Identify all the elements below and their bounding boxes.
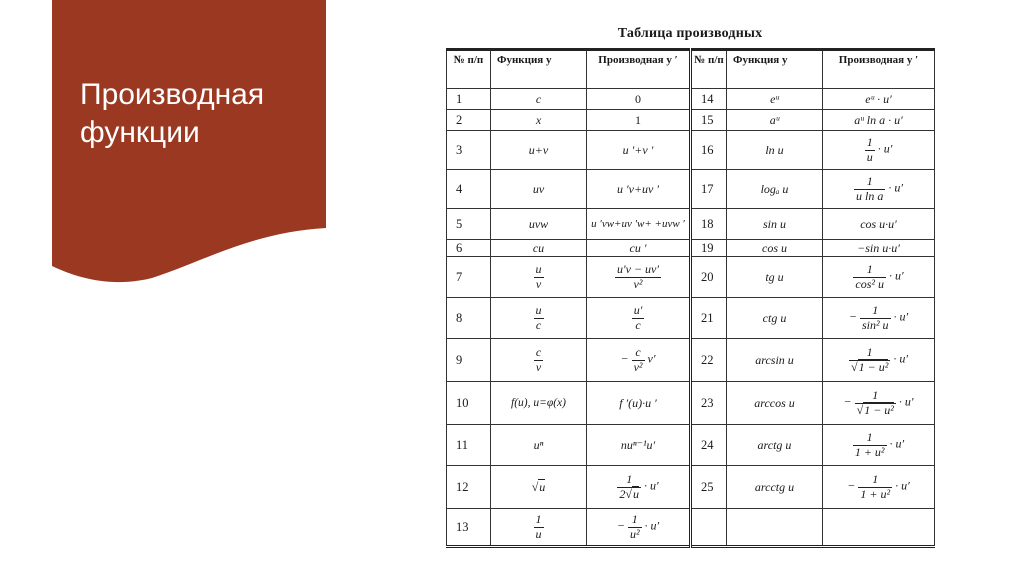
fraction: $\frac{1}{\text{1 + u²}}$ (860, 472, 891, 501)
fraction: $\frac{1}{u}$ (866, 135, 873, 164)
row-number-2: 18 (691, 209, 727, 240)
derivative-cell: u ′v+uv ′ (587, 170, 691, 209)
row-number: 11 (447, 425, 491, 466)
fraction: $\frac{u'}{c}$ (633, 303, 643, 332)
fraction: $\frac{1}{\text{u²}}$ (629, 512, 640, 541)
derivative-cell-2: aᵘ ln a · u′ (823, 110, 935, 131)
derivatives-table (446, 48, 935, 548)
derivative-cell (587, 298, 691, 339)
row-number: 3 (447, 131, 491, 170)
row-number: 9 (447, 339, 491, 382)
fraction: $\frac{1}{\text{u ln a}}$ (856, 174, 884, 203)
table-row (447, 257, 935, 298)
row-number-2: 20 (691, 257, 727, 298)
derivative-cell: − $\frac{c}{\text{v²}}$ v′ (587, 339, 691, 382)
table-row (447, 110, 935, 131)
function-cell-2: arcsin u (727, 339, 823, 382)
derivative-cell: u ′+v ′ (587, 131, 691, 170)
slide-title: Производная функции (80, 78, 265, 149)
table-row (447, 425, 935, 466)
fraction: $\frac{c}{v}$ (535, 345, 542, 374)
function-cell-2: sin u (727, 209, 823, 240)
function-cell-2: arctg u (727, 425, 823, 466)
derivative-cell-2: $\frac{1}{\text{u ln a}}$ · u′ (823, 170, 935, 209)
row-number: 13 (447, 509, 491, 547)
fraction: $\frac{u'v - uv'}{\text{v²}}$ (617, 262, 659, 291)
row-number-2: 22 (691, 339, 727, 382)
header-num-2: № п/п (691, 50, 727, 89)
header-derivative: Производная y ′ (587, 50, 691, 89)
row-number-2: 21 (691, 298, 727, 339)
fraction: $\frac{1}{2√u}$ (619, 472, 639, 501)
function-cell-2: ln u (727, 131, 823, 170)
header-function-2: Функция y (727, 50, 823, 89)
function-cell (491, 339, 587, 382)
fraction: $\frac{1}{\text{√1 − u²}}$ (851, 345, 889, 374)
function-cell-2: arccos u (727, 382, 823, 425)
function-cell-2: tg u (727, 257, 823, 298)
header-derivative-2: Производная y ′ (823, 50, 935, 89)
derivative-cell-2: eᵘ · u′ (823, 89, 935, 110)
table-row (447, 339, 935, 382)
function-cell-2: eᵘ (727, 89, 823, 110)
row-number: 7 (447, 257, 491, 298)
function-cell (491, 257, 587, 298)
fraction: $\frac{1}{\text{1 + u²}}$ (854, 430, 885, 459)
derivative-cell-2: − $\frac{1}{\text{sin² u}}$ · u′ (823, 298, 935, 339)
function-cell (491, 509, 587, 547)
row-number-2: 23 (691, 382, 727, 425)
function-cell-2: logₐ u (727, 170, 823, 209)
row-number-2: 15 (691, 110, 727, 131)
function-cell-2 (727, 509, 823, 547)
row-number-2: 17 (691, 170, 727, 209)
function-cell: x (491, 110, 587, 131)
function-cell (491, 298, 587, 339)
function-cell: √u (491, 466, 587, 509)
derivative-cell: − $\frac{1}{\text{u²}}$ · u′ (587, 509, 691, 547)
fraction: $\frac{1}{\text{cos² u}}$ (855, 262, 884, 291)
derivative-cell-2: $\frac{1}{u}$ · u′ (823, 131, 935, 170)
derivative-cell-2: $\frac{1}{\text{1 + u²}}$ · u′ (823, 425, 935, 466)
function-cell: cu (491, 240, 587, 257)
function-cell: uvw (491, 209, 587, 240)
table-row (447, 209, 935, 240)
row-number-2: 19 (691, 240, 727, 257)
header-function: Функция y (491, 50, 587, 89)
derivative-cell: $\frac{1}{2√u}$ · u′ (587, 466, 691, 509)
derivative-cell (587, 257, 691, 298)
function-cell-2: aᵘ (727, 110, 823, 131)
derivative-cell: 0 (587, 89, 691, 110)
table-row (447, 466, 935, 509)
derivative-cell-2: cos u·u′ (823, 209, 935, 240)
row-number: 12 (447, 466, 491, 509)
row-number: 8 (447, 298, 491, 339)
table-row (447, 382, 935, 425)
derivative-cell: f ′(u)·u ′ (587, 382, 691, 425)
fraction: $\frac{c}{\text{v²}}$ (633, 345, 643, 374)
row-number: 10 (447, 382, 491, 425)
derivative-cell: u ′vw+uv ′w+ +uvw ′ (587, 209, 691, 240)
row-number-2: 24 (691, 425, 727, 466)
function-cell-2: arcctg u (727, 466, 823, 509)
fraction: $\frac{u}{c}$ (535, 303, 542, 332)
function-cell: uv (491, 170, 587, 209)
row-number-2: 25 (691, 466, 727, 509)
fraction: $\frac{1}{u}$ (535, 512, 542, 541)
row-number: 4 (447, 170, 491, 209)
table-row (447, 509, 935, 547)
row-number: 5 (447, 209, 491, 240)
row-number-2: 14 (691, 89, 727, 110)
derivative-cell-2 (823, 509, 935, 547)
row-number: 2 (447, 110, 491, 131)
table-row (447, 131, 935, 170)
fraction: $\frac{1}{\text{√1 − u²}}$ (856, 388, 894, 417)
fraction: $\frac{1}{\text{sin² u}}$ (861, 303, 889, 332)
derivative-cell: nuⁿ⁻¹u′ (587, 425, 691, 466)
table-row (447, 89, 935, 110)
derivative-cell-2: − $\frac{1}{\text{1 + u²}}$ · u′ (823, 466, 935, 509)
function-cell: u+v (491, 131, 587, 170)
header-num: № п/п (447, 50, 491, 89)
derivative-cell: 1 (587, 110, 691, 131)
derivative-cell-2: $\frac{1}{\text{cos² u}}$ · u′ (823, 257, 935, 298)
table-row (447, 240, 935, 257)
derivative-cell-2: − $\frac{1}{\text{√1 − u²}}$ · u′ (823, 382, 935, 425)
table-row (447, 298, 935, 339)
row-number-2 (691, 509, 727, 547)
derivative-cell: cu ′ (587, 240, 691, 257)
function-cell: c (491, 89, 587, 110)
row-number: 1 (447, 89, 491, 110)
derivative-cell-2: $\frac{1}{\text{√1 − u²}}$ · u′ (823, 339, 935, 382)
table-row (447, 170, 935, 209)
fraction: $\frac{u}{v}$ (535, 262, 542, 291)
function-cell-2: ctg u (727, 298, 823, 339)
table-title: Таблица производных (617, 26, 763, 41)
function-cell: uⁿ (491, 425, 587, 466)
function-cell-2: cos u (727, 240, 823, 257)
table-header-row (447, 50, 935, 89)
row-number-2: 16 (691, 131, 727, 170)
function-cell: f(u), u=φ(x) (491, 382, 587, 425)
derivative-cell-2: −sin u·u′ (823, 240, 935, 257)
row-number: 6 (447, 240, 491, 257)
